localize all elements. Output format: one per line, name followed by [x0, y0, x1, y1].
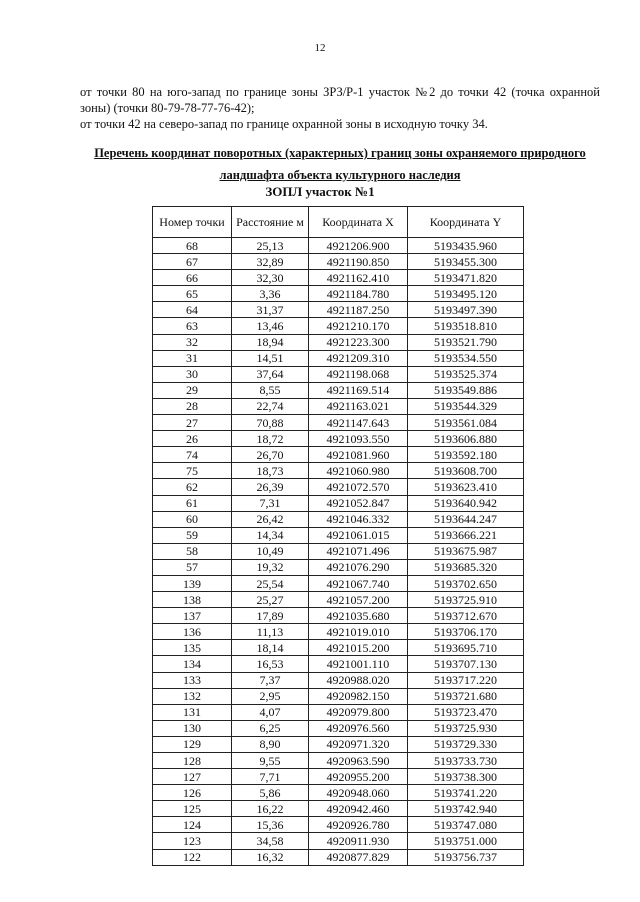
cell-distance: 18,73 — [232, 463, 309, 479]
cell-y: 5193729.330 — [408, 736, 524, 752]
cell-point: 125 — [153, 801, 232, 817]
cell-x: 4921052.847 — [309, 495, 408, 511]
cell-distance: 10,49 — [232, 543, 309, 559]
cell-x: 4921187.250 — [309, 302, 408, 318]
cell-y: 5193725.930 — [408, 720, 524, 736]
cell-distance: 22,74 — [232, 398, 309, 414]
cell-distance: 18,94 — [232, 334, 309, 350]
table-row — [153, 495, 524, 511]
cell-point: 133 — [153, 672, 232, 688]
cell-point: 124 — [153, 817, 232, 833]
cell-x: 4920955.200 — [309, 769, 408, 785]
table-row — [153, 479, 524, 495]
table-row — [153, 672, 524, 688]
cell-x: 4921057.200 — [309, 592, 408, 608]
cell-point: 26 — [153, 431, 232, 447]
cell-distance: 32,89 — [232, 254, 309, 270]
cell-point: 61 — [153, 495, 232, 511]
cell-y: 5193725.910 — [408, 592, 524, 608]
cell-distance: 25,13 — [232, 238, 309, 254]
cell-point: 123 — [153, 833, 232, 849]
cell-y: 5193721.680 — [408, 688, 524, 704]
cell-y: 5193592.180 — [408, 447, 524, 463]
cell-x: 4920942.460 — [309, 801, 408, 817]
table-row — [153, 302, 524, 318]
cell-distance: 26,70 — [232, 447, 309, 463]
cell-x: 4921015.200 — [309, 640, 408, 656]
table-row — [153, 431, 524, 447]
cell-x: 4921081.960 — [309, 447, 408, 463]
cell-point: 127 — [153, 769, 232, 785]
cell-point: 138 — [153, 592, 232, 608]
table-row — [153, 688, 524, 704]
cell-y: 5193455.300 — [408, 254, 524, 270]
column-header-y: Координата Y — [408, 207, 524, 238]
section-heading-line-1: Перечень координат поворотных (характерных) границ зоны охраняемого природного — [94, 146, 586, 160]
cell-distance: 31,37 — [232, 302, 309, 318]
cell-y: 5193644.247 — [408, 511, 524, 527]
cell-y: 5193666.221 — [408, 527, 524, 543]
cell-distance: 7,71 — [232, 769, 309, 785]
cell-y: 5193640.942 — [408, 495, 524, 511]
cell-distance: 5,86 — [232, 785, 309, 801]
table-row — [153, 511, 524, 527]
cell-y: 5193561.084 — [408, 415, 524, 431]
cell-distance: 15,36 — [232, 817, 309, 833]
table-row — [153, 785, 524, 801]
cell-point: 29 — [153, 382, 232, 398]
table-row — [153, 254, 524, 270]
cell-x: 4921035.680 — [309, 608, 408, 624]
cell-y: 5193741.220 — [408, 785, 524, 801]
table-row — [153, 382, 524, 398]
cell-point: 68 — [153, 238, 232, 254]
coordinates-table — [152, 206, 524, 866]
cell-point: 28 — [153, 398, 232, 414]
table-row — [153, 238, 524, 254]
cell-x: 4921067.740 — [309, 575, 408, 591]
cell-y: 5193549.886 — [408, 382, 524, 398]
cell-distance: 18,14 — [232, 640, 309, 656]
cell-y: 5193712.670 — [408, 608, 524, 624]
cell-point: 75 — [153, 463, 232, 479]
table-row — [153, 704, 524, 720]
cell-y: 5193608.700 — [408, 463, 524, 479]
table-row — [153, 624, 524, 640]
cell-point: 126 — [153, 785, 232, 801]
cell-point: 67 — [153, 254, 232, 270]
cell-x: 4921198.068 — [309, 366, 408, 382]
cell-point: 32 — [153, 334, 232, 350]
cell-point: 136 — [153, 624, 232, 640]
table-row — [153, 447, 524, 463]
cell-point: 66 — [153, 270, 232, 286]
table-row — [153, 559, 524, 575]
cell-x: 4921209.310 — [309, 350, 408, 366]
cell-point: 129 — [153, 736, 232, 752]
cell-y: 5193518.810 — [408, 318, 524, 334]
cell-distance: 17,89 — [232, 608, 309, 624]
cell-y: 5193702.650 — [408, 575, 524, 591]
cell-point: 128 — [153, 753, 232, 769]
cell-x: 4921072.570 — [309, 479, 408, 495]
cell-point: 132 — [153, 688, 232, 704]
cell-distance: 14,34 — [232, 527, 309, 543]
cell-x: 4920976.560 — [309, 720, 408, 736]
cell-x: 4921093.550 — [309, 431, 408, 447]
cell-y: 5193525.374 — [408, 366, 524, 382]
cell-distance: 7,37 — [232, 672, 309, 688]
cell-x: 4921190.850 — [309, 254, 408, 270]
cell-x: 4921071.496 — [309, 543, 408, 559]
cell-x: 4921046.332 — [309, 511, 408, 527]
cell-point: 62 — [153, 479, 232, 495]
table-row — [153, 817, 524, 833]
cell-point: 65 — [153, 286, 232, 302]
cell-distance: 11,13 — [232, 624, 309, 640]
table-row — [153, 543, 524, 559]
cell-point: 64 — [153, 302, 232, 318]
table-row — [153, 769, 524, 785]
table-row — [153, 415, 524, 431]
table-row — [153, 398, 524, 414]
cell-distance: 19,32 — [232, 559, 309, 575]
table-row — [153, 608, 524, 624]
cell-point: 27 — [153, 415, 232, 431]
cell-point: 31 — [153, 350, 232, 366]
cell-distance: 4,07 — [232, 704, 309, 720]
cell-y: 5193521.790 — [408, 334, 524, 350]
table-row — [153, 736, 524, 752]
cell-y: 5193717.220 — [408, 672, 524, 688]
cell-point: 134 — [153, 656, 232, 672]
table-row — [153, 286, 524, 302]
cell-y: 5193534.550 — [408, 350, 524, 366]
cell-distance: 18,72 — [232, 431, 309, 447]
table-header-row — [153, 207, 524, 238]
cell-distance: 8,90 — [232, 736, 309, 752]
cell-x: 4920911.930 — [309, 833, 408, 849]
cell-x: 4920963.590 — [309, 753, 408, 769]
cell-distance: 3,36 — [232, 286, 309, 302]
table-row — [153, 366, 524, 382]
cell-x: 4921184.780 — [309, 286, 408, 302]
page-number: 12 — [314, 42, 326, 54]
cell-x: 4920979.800 — [309, 704, 408, 720]
cell-y: 5193685.320 — [408, 559, 524, 575]
cell-y: 5193733.730 — [408, 753, 524, 769]
cell-point: 59 — [153, 527, 232, 543]
table-row — [153, 575, 524, 591]
cell-point: 131 — [153, 704, 232, 720]
cell-point: 60 — [153, 511, 232, 527]
cell-y: 5193756.737 — [408, 849, 524, 865]
cell-x: 4921019.010 — [309, 624, 408, 640]
cell-y: 5193742.940 — [408, 801, 524, 817]
cell-x: 4921076.290 — [309, 559, 408, 575]
cell-point: 57 — [153, 559, 232, 575]
cell-y: 5193747.080 — [408, 817, 524, 833]
cell-distance: 16,32 — [232, 849, 309, 865]
cell-y: 5193623.410 — [408, 479, 524, 495]
table-row — [153, 592, 524, 608]
cell-y: 5193471.820 — [408, 270, 524, 286]
table-row — [153, 350, 524, 366]
section-heading-line-2: ландшафта объекта культурного наследия — [219, 168, 461, 182]
cell-y: 5193495.120 — [408, 286, 524, 302]
cell-y: 5193723.470 — [408, 704, 524, 720]
cell-distance: 7,31 — [232, 495, 309, 511]
cell-y: 5193695.710 — [408, 640, 524, 656]
cell-y: 5193497.390 — [408, 302, 524, 318]
cell-distance: 26,39 — [232, 479, 309, 495]
cell-distance: 32,30 — [232, 270, 309, 286]
cell-distance: 6,25 — [232, 720, 309, 736]
cell-point: 122 — [153, 849, 232, 865]
table-row — [153, 753, 524, 769]
cell-x: 4920877.829 — [309, 849, 408, 865]
table-row — [153, 527, 524, 543]
cell-x: 4921210.170 — [309, 318, 408, 334]
cell-point: 74 — [153, 447, 232, 463]
cell-x: 4921169.514 — [309, 382, 408, 398]
cell-distance: 16,53 — [232, 656, 309, 672]
cell-point: 63 — [153, 318, 232, 334]
cell-distance: 25,27 — [232, 592, 309, 608]
cell-y: 5193706.170 — [408, 624, 524, 640]
cell-x: 4921061.015 — [309, 527, 408, 543]
cell-x: 4921001.110 — [309, 656, 408, 672]
cell-x: 4920926.780 — [309, 817, 408, 833]
cell-distance: 14,51 — [232, 350, 309, 366]
cell-distance: 25,54 — [232, 575, 309, 591]
cell-x: 4920982.150 — [309, 688, 408, 704]
cell-point: 139 — [153, 575, 232, 591]
table-row — [153, 833, 524, 849]
column-header-point: Номер точки — [153, 207, 232, 238]
cell-y: 5193544.329 — [408, 398, 524, 414]
column-header-distance: Расстояние м — [232, 207, 309, 238]
cell-x: 4921147.643 — [309, 415, 408, 431]
cell-y: 5193675.987 — [408, 543, 524, 559]
cell-x: 4921223.300 — [309, 334, 408, 350]
cell-y: 5193435.960 — [408, 238, 524, 254]
cell-y: 5193738.300 — [408, 769, 524, 785]
cell-x: 4920971.320 — [309, 736, 408, 752]
cell-x: 4920988.020 — [309, 672, 408, 688]
cell-distance: 2,95 — [232, 688, 309, 704]
cell-point: 135 — [153, 640, 232, 656]
cell-y: 5193751.000 — [408, 833, 524, 849]
table-row — [153, 849, 524, 865]
coordinates-table-body — [153, 238, 524, 866]
cell-x: 4921206.900 — [309, 238, 408, 254]
cell-distance: 34,58 — [232, 833, 309, 849]
cell-x: 4921162.410 — [309, 270, 408, 286]
cell-x: 4920948.060 — [309, 785, 408, 801]
cell-distance: 16,22 — [232, 801, 309, 817]
cell-x: 4921060.980 — [309, 463, 408, 479]
cell-point: 30 — [153, 366, 232, 382]
table-row — [153, 656, 524, 672]
cell-point: 58 — [153, 543, 232, 559]
cell-distance: 8,55 — [232, 382, 309, 398]
table-row — [153, 463, 524, 479]
paragraph-2: от точки 42 на северо-запад по границе охранной зоны в исходную точку 34. — [80, 117, 488, 131]
table-row — [153, 318, 524, 334]
cell-distance: 70,88 — [232, 415, 309, 431]
zone-subheading: ЗОПЛ участок №1 — [265, 184, 375, 199]
cell-distance: 26,42 — [232, 511, 309, 527]
paragraph-1: от точки 80 на юго-запад по границе зоны ЗРЗ/Р-1 участок №2 до точки 42 (точка охранной зоны) (точки 80-79-78-77-76-42); — [80, 85, 600, 115]
table-row — [153, 334, 524, 350]
table-row — [153, 720, 524, 736]
table-row — [153, 640, 524, 656]
column-header-x: Координата X — [309, 207, 408, 238]
table-row — [153, 270, 524, 286]
cell-y: 5193707.130 — [408, 656, 524, 672]
cell-distance: 13,46 — [232, 318, 309, 334]
cell-y: 5193606.880 — [408, 431, 524, 447]
cell-point: 130 — [153, 720, 232, 736]
cell-distance: 37,64 — [232, 366, 309, 382]
cell-x: 4921163.021 — [309, 398, 408, 414]
cell-point: 137 — [153, 608, 232, 624]
table-row — [153, 801, 524, 817]
cell-distance: 9,55 — [232, 753, 309, 769]
